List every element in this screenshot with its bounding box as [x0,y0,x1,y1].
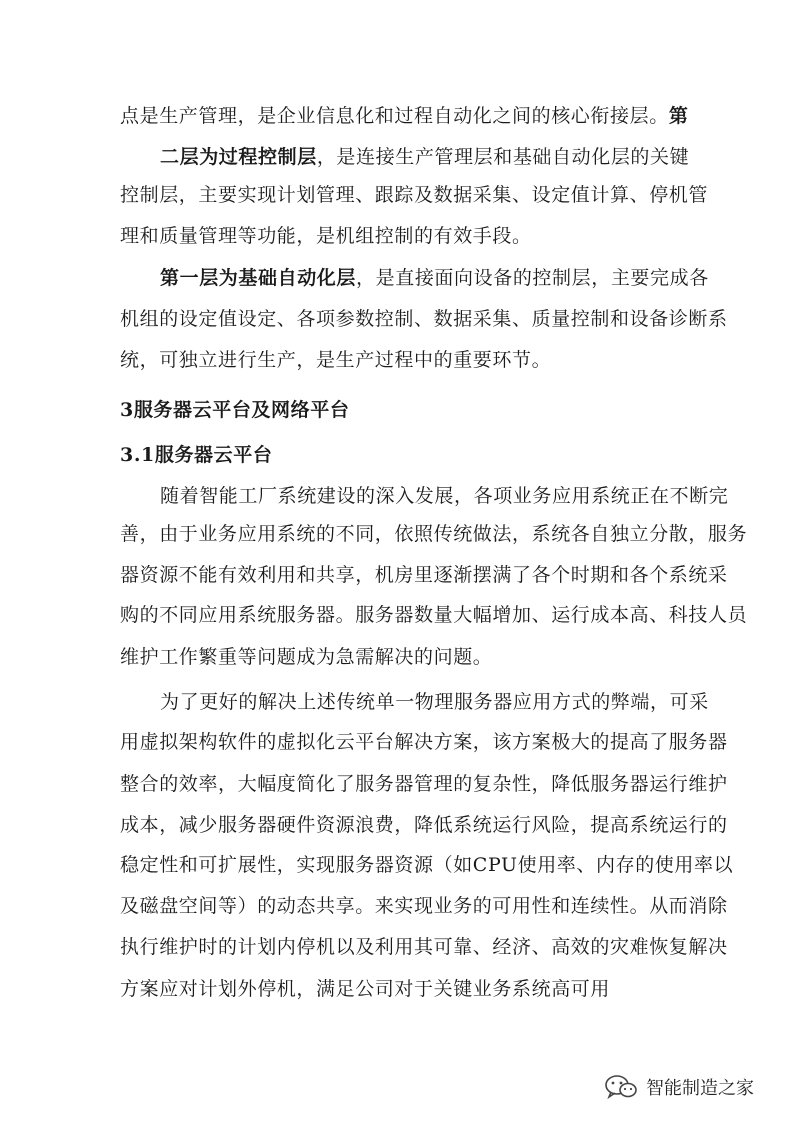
wechat-icon [604,1074,638,1100]
text-line [160,690,709,714]
text-segment: 购的不同应用系统服务器。服务器数量大幅增加、运行成本高、科技人员 [120,604,748,626]
text-line [120,183,708,207]
text-line [120,348,551,372]
text-segment: 方案应对计划外停机，满足公司对于关键业务系统高可用 [120,978,611,1000]
text-line [120,563,728,587]
watermark [604,1072,754,1102]
text-line [120,730,728,754]
text-segment: 控制层，主要实现计划管理、跟踪及数据采集、设定值计算、停机管 [120,184,709,206]
text-segment: 理和质量管理等功能，是机组控制的有效手段。 [120,225,532,247]
bold-text-segment: 第 [668,105,689,127]
text-segment: 随着智能工厂系统建设的深入发展，各项业务应用系统正在不断完 [160,485,729,507]
text-segment: 善，由于业务应用系统的不同，依照传统做法，系统各自独立分散，服务 [120,523,748,545]
text-line [160,266,709,290]
text-line [120,935,728,959]
text-line [120,224,532,248]
section-heading [120,398,349,422]
watermark-text: 智能制造之家 [646,1078,754,1099]
text-segment: 点是生产管理，是企业信息化和过程自动化之间的核心衔接层。 [120,105,669,127]
text-segment: ，是直接面向设备的控制层，主要完成各 [356,267,709,289]
text-line [120,307,728,331]
text-segment: 稳定性和可扩展性，实现服务器资源（如CPU使用率、内存的使用率以 [120,854,734,876]
bold-text-segment: 3服务器云平台及网络平台 [120,399,350,421]
text-segment: ，是连接生产管理层和基础自动化层的关键 [316,146,690,168]
text-segment: 及磁盘空间等）的动态共享。来实现业务的可用性和连续性。从而消除 [120,895,728,917]
text-segment: 执行维护时的计划内停机以及利用其可靠、经济、高效的灾难恢复解决 [120,936,728,958]
text-line [120,645,492,669]
text-line [120,772,728,796]
text-line [120,522,747,546]
text-line [120,894,728,918]
bold-text-segment: 第一层为基础自动化层 [160,267,357,289]
text-segment: 成本，减少服务器硬件资源浪费，降低系统运行风险，提高系统运行的 [120,814,728,836]
text-segment: 机组的设定值设定、各项参数控制、数据采集、质量控制和设备诊断系 [120,308,728,330]
text-segment: 用虚拟架构软件的虚拟化云平台解决方案，该方案极大的提高了服务器 [120,731,728,753]
bold-text-segment: 二层为过程控制层 [160,146,317,168]
text-segment: 为了更好的解决上述传统单一物理服务器应用方式的弊端，可采 [160,691,709,713]
text-line [120,104,688,128]
text-segment: 器资源不能有效利用和共享，机房里逐渐摆满了各个时期和各个系统采 [120,564,728,586]
text-line [160,484,728,508]
text-segment: 统，可独立进行生产，是生产过程中的重要环节。 [120,349,552,371]
bold-text-segment: 3.1服务器云平台 [120,444,273,466]
text-line [120,813,728,837]
text-segment: 维护工作繁重等问题成为急需解决的问题。 [120,646,493,668]
text-line [160,145,689,169]
text-line [120,603,747,627]
text-segment: 整合的效率，大幅度简化了服务器管理的复杂性，降低服务器运行维护 [120,773,728,795]
text-line [120,853,733,877]
text-line [120,977,610,1001]
section-heading [120,443,272,467]
